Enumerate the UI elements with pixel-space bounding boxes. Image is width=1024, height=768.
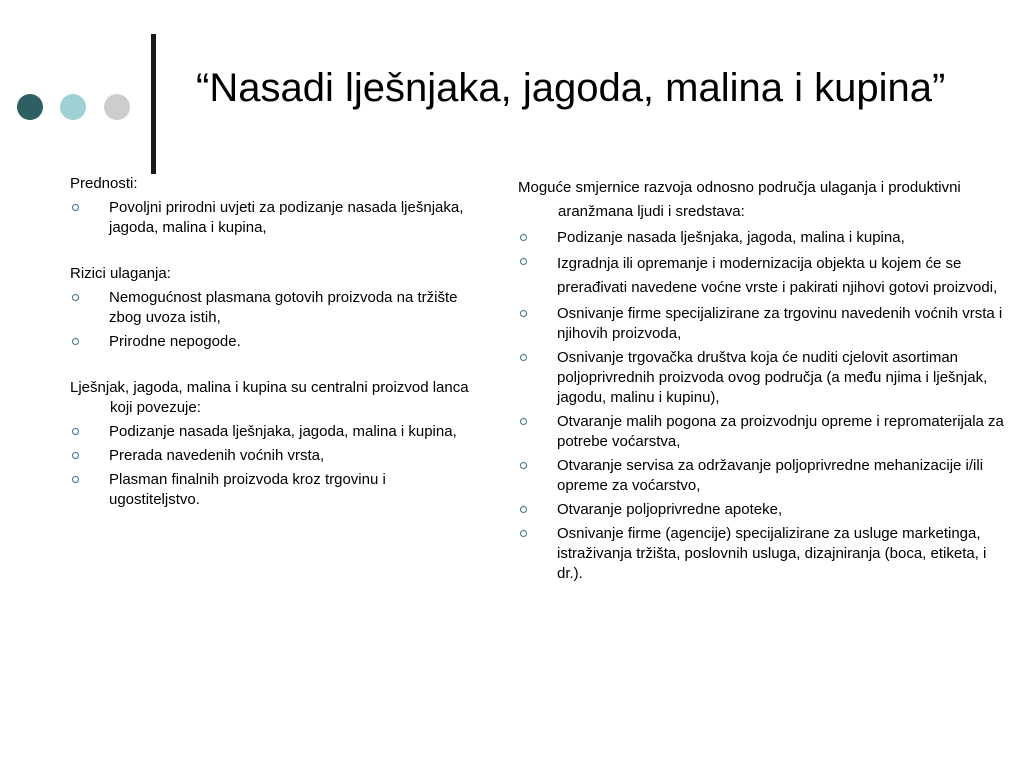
decorative-dot-light [60,94,86,120]
lanac-heading: Lješnjak, jagoda, malina i kupina su centralni proizvod lanca koji povezuje: [70,379,469,416]
list-item-text: Podizanje nasada lješnjaka, jagoda, malina i kupina, [557,229,905,246]
list-item-text: Povoljni prirodni uvjeti za podizanje nasada lješnjaka, jagoda, malina i kupina, [109,199,464,236]
list-item-text: Otvaranje malih pogona za proizvodnju opreme i repromaterijala za potrebe voćarstva, [557,413,1004,450]
right-column [518,176,1016,588]
decorative-dot-dark [17,94,43,120]
smjernice-heading: Moguće smjernice razvoja odnosno područja ulaganja i produktivni aranžmana ljudi i sredstava: [518,179,961,220]
bullet-icon [520,418,527,425]
list-item-text: Prirodne nepogode. [109,333,241,350]
list-item-text: Nemogućnost plasmana gotovih proizvoda na tržište zbog uvoza istih, [109,289,458,326]
list-item-text: Otvaranje poljoprivredne apoteke, [557,501,783,518]
list-item-text: Plasman finalnih proizvoda kroz trgovinu i ugostiteljstvo. [109,471,386,508]
list-item-text: Otvaranje servisa za održavanje poljoprivredne mehanizacije i/ili opreme za voćarstvo, [557,457,984,494]
list-item-text: Izgradnja ili opremanje i modernizacija objekta u kojem će se prerađivati navedene voćne vrste i pakirati njihovi gotovi proizvodi, [557,255,998,296]
bullet-icon [520,354,527,361]
bullet-icon [520,258,527,265]
list-item [518,500,1016,520]
bullet-icon [72,452,79,459]
list-item [518,348,1016,408]
bullet-icon [72,294,79,301]
list-item [70,470,480,510]
list-item-text: Podizanje nasada lješnjaka, jagoda, malina i kupina, [109,423,457,440]
bullet-icon [520,530,527,537]
bullet-icon [520,234,527,241]
list-item-text: Prerada navedenih voćnih vrsta, [109,447,325,464]
smjernice-list [518,228,1016,584]
list-item [70,446,480,466]
list-item-text: Osnivanje firme (agencije) specijalizirane za usluge marketinga, istraživanja tržišta, poslovnih usluga, dizajniranja (boca, etiketa, i dr.). [557,525,987,582]
rizici-list [70,288,480,352]
list-item [70,422,480,442]
list-item [70,332,480,352]
bullet-icon [72,476,79,483]
bullet-icon [520,462,527,469]
lanac-list [70,422,480,510]
prednosti-list [70,198,480,238]
bullet-icon [520,310,527,317]
list-item [518,456,1016,496]
bullet-icon [72,338,79,345]
bullet-icon [72,204,79,211]
list-item [518,412,1016,452]
list-item-text: Osnivanje firme specijalizirane za trgovinu navedenih voćnih vrsta i njihovih proizvoda, [557,305,1003,342]
list-item [70,198,480,238]
prednosti-heading: Prednosti: [70,175,138,192]
list-item [518,228,1016,248]
title-divider-bar [151,34,156,174]
list-item [518,524,1016,584]
list-item [518,304,1016,344]
bullet-icon [72,428,79,435]
list-item [518,252,1016,300]
bullet-icon [520,506,527,513]
rizici-heading: Rizici ulaganja: [70,265,171,282]
list-item [70,288,480,328]
decorative-dot-gray [104,94,130,120]
left-column [70,174,480,514]
list-item-text: Osnivanje trgovačka društva koja će nuditi cjelovit asortiman poljoprivrednih proizvoda ovog područja (a među njima i lješnjak, jagodu, malinu i kupinu), [557,349,988,406]
slide-title: “Nasadi lješnjaka, jagoda, malina i kupina” [196,66,946,110]
